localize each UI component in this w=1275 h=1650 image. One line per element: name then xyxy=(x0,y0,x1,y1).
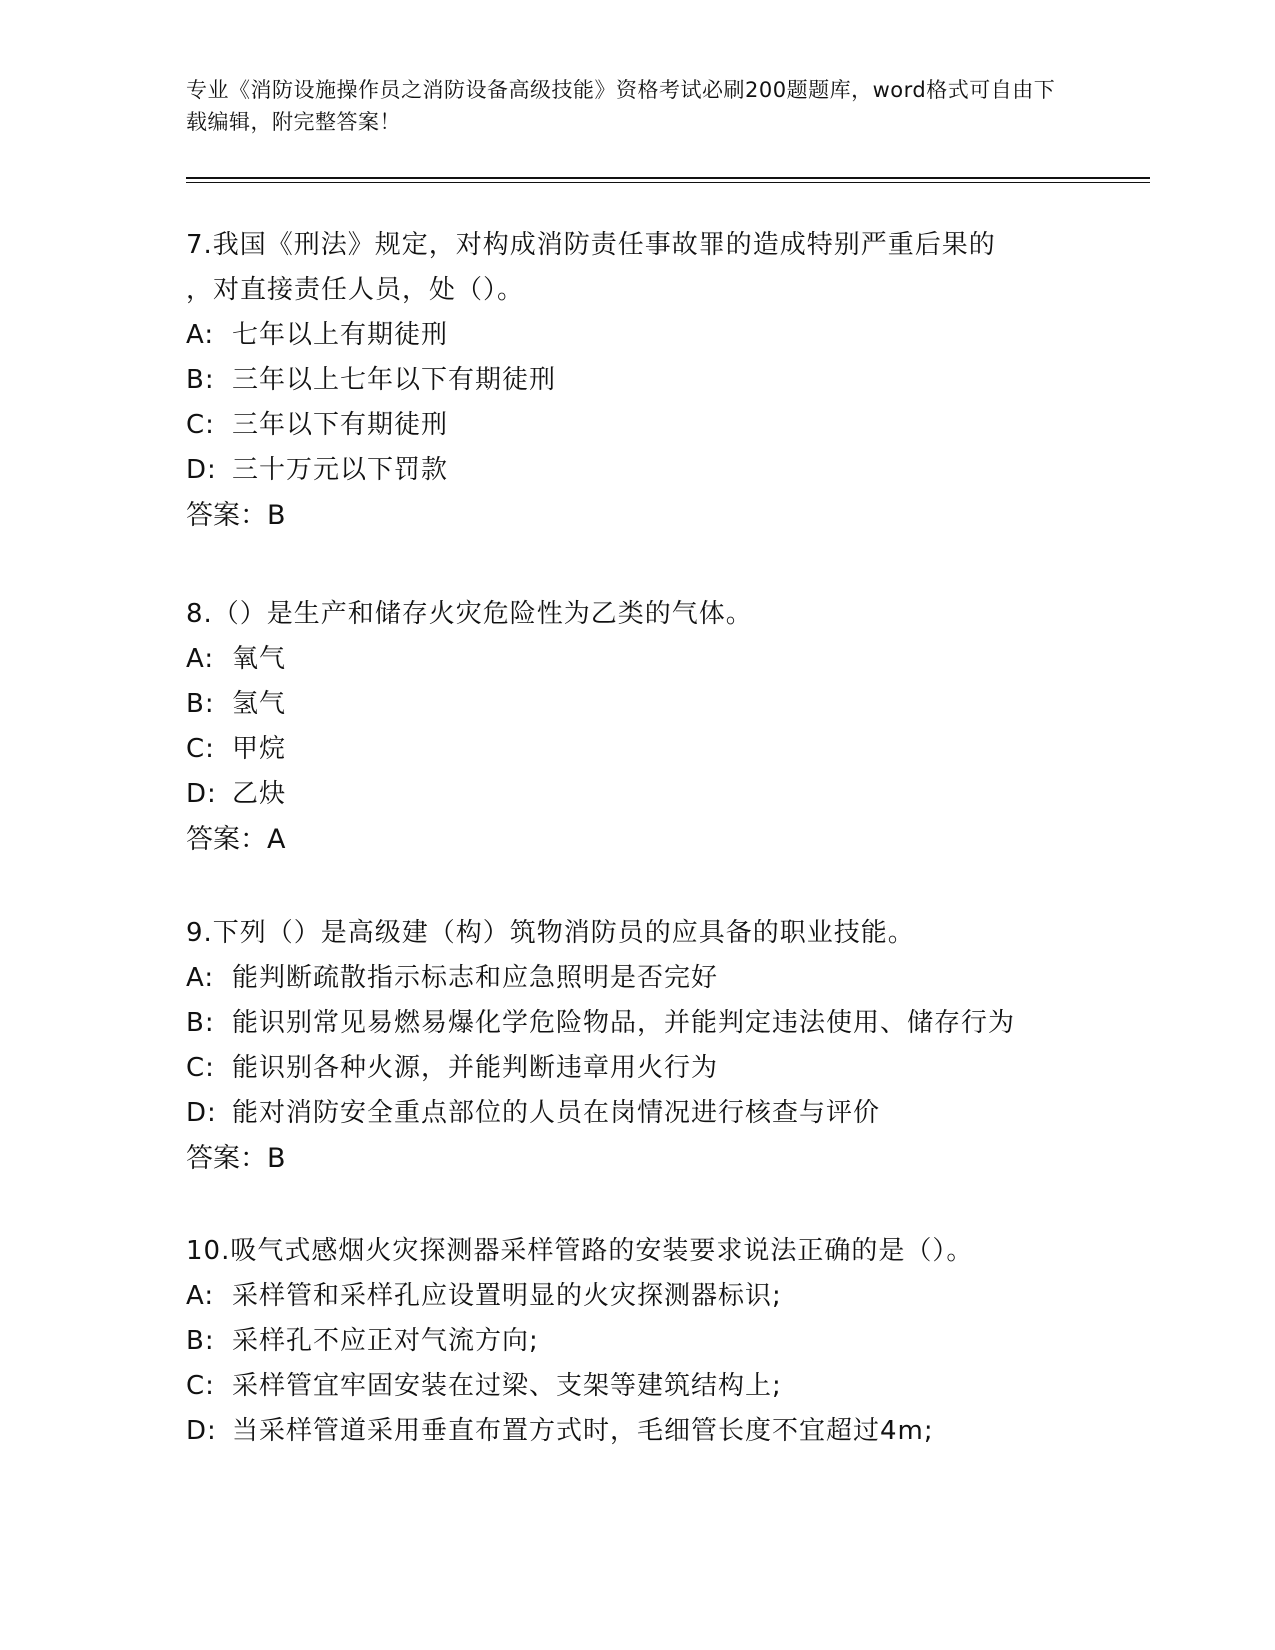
option-b xyxy=(186,358,1086,403)
option-key: A: xyxy=(186,963,215,993)
question-stem: 7.我国《刑法》规定，对构成消防责任事故罪的造成特别严重后果的 xyxy=(186,230,996,260)
option-text: 甲烷 xyxy=(232,734,287,764)
question-7 xyxy=(186,223,1086,538)
option-d xyxy=(186,1091,1086,1136)
option-text: 能对消防安全重点部位的人员在岗情况进行核查与评价 xyxy=(232,1098,881,1128)
option-c xyxy=(186,727,1086,772)
option-text: 采样孔不应正对气流方向; xyxy=(232,1326,539,1356)
option-text: 三年以下有期徒刑 xyxy=(232,410,449,440)
option-key: C: xyxy=(186,1053,215,1083)
answer-line: 答案：A xyxy=(186,824,286,855)
option-a xyxy=(186,313,1086,358)
option-c xyxy=(186,1364,1086,1409)
option-key: D: xyxy=(186,1416,217,1446)
option-text: 能识别常见易燃易爆化学危险物品，并能判定违法使用、储存行为 xyxy=(232,1008,1016,1038)
option-c xyxy=(186,1046,1086,1091)
option-text: 七年以上有期徒刑 xyxy=(232,320,449,350)
answer-line: 答案：B xyxy=(186,1143,286,1174)
option-key: C: xyxy=(186,734,215,764)
option-d xyxy=(186,772,1086,817)
question-8 xyxy=(186,592,1086,862)
option-text: 当采样管道采用垂直布置方式时，毛细管长度不宜超过4m; xyxy=(232,1416,934,1446)
option-text: 采样管宜牢固安装在过梁、支架等建筑结构上; xyxy=(232,1371,782,1401)
option-b xyxy=(186,1001,1086,1046)
document-header: 专业《消防设施操作员之消防设备高级技能》资格考试必刷200题题库，word格式可自由下载编辑，附完整答案！ xyxy=(186,78,1056,134)
option-b xyxy=(186,682,1086,727)
option-key: A: xyxy=(186,644,215,674)
option-key: A: xyxy=(186,1281,215,1311)
question-stem-continued: ，对直接责任人员，处（）。 xyxy=(186,275,525,305)
option-text: 能判断疏散指示标志和应急照明是否完好 xyxy=(232,963,719,993)
option-text: 三十万元以下罚款 xyxy=(232,455,449,485)
option-key: D: xyxy=(186,779,217,809)
question-stem: 9.下列（）是高级建（构）筑物消防员的应具备的职业技能。 xyxy=(186,918,915,948)
option-a xyxy=(186,956,1086,1001)
option-key: D: xyxy=(186,1098,217,1128)
option-key: D: xyxy=(186,455,217,485)
answer-line: 答案：B xyxy=(186,500,286,531)
option-text: 三年以上七年以下有期徒刑 xyxy=(232,365,557,395)
option-key: B: xyxy=(186,1326,215,1356)
option-d xyxy=(186,1409,1086,1454)
option-text: 采样管和采样孔应设置明显的火灾探测器标识; xyxy=(232,1281,782,1311)
option-text: 能识别各种火源，并能判断违章用火行为 xyxy=(232,1053,719,1083)
question-stem: 8.（）是生产和储存火灾危险性为乙类的气体。 xyxy=(186,599,753,629)
option-key: B: xyxy=(186,689,215,719)
header-divider-thin xyxy=(186,182,1150,183)
option-b xyxy=(186,1319,1086,1364)
option-key: A: xyxy=(186,320,215,350)
option-key: B: xyxy=(186,1008,215,1038)
option-a xyxy=(186,637,1086,682)
option-text: 氧气 xyxy=(232,644,287,674)
option-d xyxy=(186,448,1086,493)
question-10 xyxy=(186,1229,1086,1454)
option-text: 乙炔 xyxy=(232,779,287,809)
option-key: C: xyxy=(186,410,215,440)
option-key: B: xyxy=(186,365,215,395)
question-9 xyxy=(186,911,1086,1181)
question-stem: 10.吸气式感烟火灾探测器采样管路的安装要求说法正确的是（）。 xyxy=(186,1236,974,1266)
header-divider-thick xyxy=(186,177,1150,179)
option-text: 氢气 xyxy=(232,689,287,719)
option-c xyxy=(186,403,1086,448)
option-key: C: xyxy=(186,1371,215,1401)
option-a xyxy=(186,1274,1086,1319)
